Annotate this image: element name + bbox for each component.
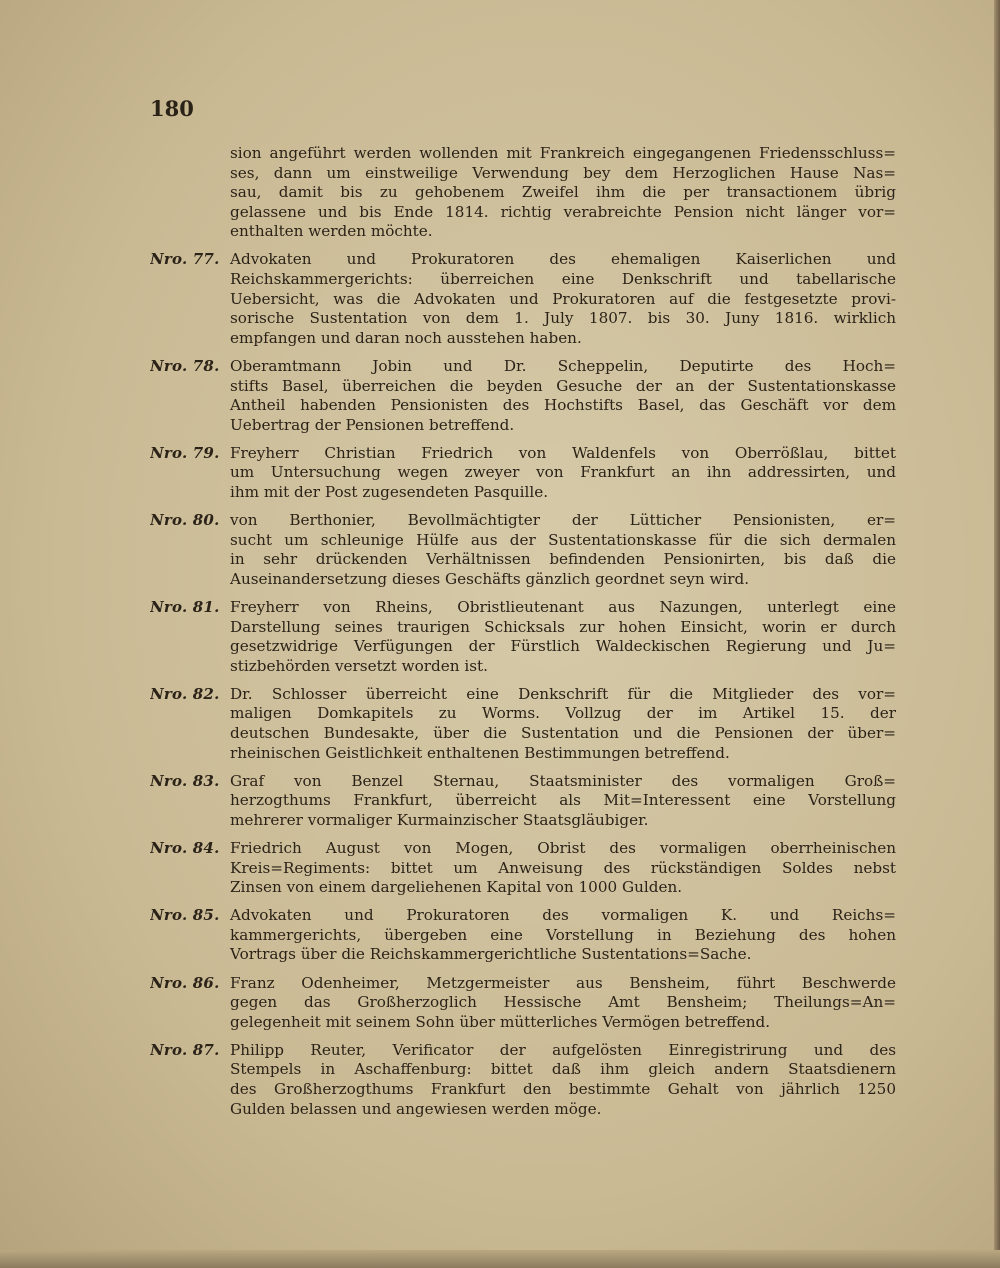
entry xyxy=(150,357,896,435)
entry-text: Gulden belassen und angewiesen werden möge. xyxy=(230,1099,602,1118)
entry-line xyxy=(150,444,896,464)
entry-text: Zinsen von einem dargeliehenen Kapital von 1000 Gulden. xyxy=(230,878,683,897)
entry-text: Uebersicht, was die Advokaten und Prokuratoren auf die festgesetzte provi- xyxy=(230,289,896,308)
entry-line xyxy=(150,222,896,242)
entry-line xyxy=(150,724,896,744)
entry xyxy=(150,250,896,348)
entry-text: gesetzwidrige Verfügungen der Fürstlich Waldeckischen Regierung und Ju= xyxy=(230,637,896,656)
entry-line xyxy=(150,811,896,831)
entry-line xyxy=(150,598,896,618)
entry-text: ses, dann um einstweilige Verwendung bey dem Herzoglichen Hause Nas= xyxy=(230,163,896,182)
entry-number: Nro. 87. xyxy=(150,1040,220,1059)
entry-text: Oberamtmann Jobin und Dr. Scheppelin, Deputirte des Hoch= xyxy=(230,356,896,375)
entry-line xyxy=(150,859,896,879)
entry-line xyxy=(150,993,896,1013)
entry-text: Freyherr von Rheins, Obristlieutenant aus Nazungen, unterlegt eine xyxy=(230,597,896,616)
entry xyxy=(150,444,896,503)
entry-text: Vortrags über die Reichskammergerichtliche Sustentations=Sache. xyxy=(230,945,752,964)
entry-text: Dr. Schlosser überreicht eine Denkschrift für die Mitglieder des vor= xyxy=(230,684,896,703)
entry-line xyxy=(150,1060,896,1080)
entry-number: Nro. 77. xyxy=(150,250,220,269)
entry-text: rheinischen Geistlichkeit enthaltenen Bestimmungen betreffend. xyxy=(230,743,730,762)
entry-line xyxy=(150,945,896,965)
entry-line xyxy=(150,511,896,531)
entry-line xyxy=(150,416,896,436)
entry-number: Nro. 78. xyxy=(150,356,220,375)
entry-line xyxy=(150,357,896,377)
entry-line xyxy=(150,839,896,859)
entry-line xyxy=(150,483,896,503)
entry-text: Freyherr Christian Friedrich von Waldenfels von Oberrößlau, bittet xyxy=(230,443,896,462)
entry-line xyxy=(150,878,896,898)
entry-text: Antheil habenden Pensionisten des Hochstifts Basel, das Geschäft vor dem xyxy=(230,396,896,415)
entry-line xyxy=(150,309,896,329)
entry-number: Nro. 79. xyxy=(150,443,220,462)
entry-text: sau, damit bis zu gehobenem Zweifel ihm die per transactionem übrig xyxy=(230,183,896,202)
entry-line xyxy=(150,974,896,994)
entry-text: sucht um schleunige Hülfe aus der Sustentationskasse für die sich dermalen xyxy=(230,530,896,549)
entry-number: Nro. 83. xyxy=(150,771,220,790)
entry-number: Nro. 80. xyxy=(150,511,220,530)
entry-line xyxy=(150,1041,896,1061)
entry-text: um Untersuchung wegen zweyer von Frankfurt an ihn addressirten, und xyxy=(230,463,896,482)
entry-line xyxy=(150,657,896,677)
entry-text: sorische Sustentation von dem 1. July 1807. bis 30. Juny 1816. wirklich xyxy=(230,309,896,328)
entry-text: in sehr drückenden Verhältnissen befindenden Pensionirten, bis daß die xyxy=(230,550,896,569)
entry-text: enthalten werden möchte. xyxy=(230,222,433,241)
entry xyxy=(150,974,896,1033)
entry-text: maligen Domkapitels zu Worms. Vollzug der im Artikel 15. der xyxy=(230,704,896,723)
entry xyxy=(150,685,896,763)
entry-text: mehrerer vormaliger Kurmainzischer Staatsgläubiger. xyxy=(230,810,649,829)
entry-text: kammergerichts, übergeben eine Vorstellung in Beziehung des hohen xyxy=(230,925,896,944)
entry-line xyxy=(150,704,896,724)
entry-line xyxy=(150,1013,896,1033)
entry-line xyxy=(150,144,896,164)
entry-text: Advokaten und Prokuratoren des ehemaligen Kaiserlichen und xyxy=(230,250,896,269)
entry-text: Kreis=Regiments: bittet um Anweisung des rückständigen Soldes nebst xyxy=(230,858,896,877)
entry-line xyxy=(150,290,896,310)
entry xyxy=(150,772,896,831)
entry xyxy=(150,598,896,676)
entry-text: Friedrich August von Mogen, Obrist des vormaligen oberrheinischen xyxy=(230,839,896,857)
entry-number: Nro. 82. xyxy=(150,684,220,703)
entry-text: von Berthonier, Bevollmächtigter der Lütticher Pensionisten, er= xyxy=(230,511,896,530)
entry-text: Philipp Reuter, Verificator der aufgelösten Einregistrirung und des xyxy=(230,1040,896,1059)
entry-text: sion angeführt werden wollenden mit Frankreich eingegangenen Friedensschluss= xyxy=(230,144,896,162)
page-edge-right xyxy=(994,0,1000,1268)
entry-line xyxy=(150,329,896,349)
entry-line xyxy=(150,1080,896,1100)
entry-line xyxy=(150,250,896,270)
entry-text: deutschen Bundesakte, über die Sustentation und die Pensionen der über= xyxy=(230,724,896,743)
entry-line xyxy=(150,791,896,811)
entry-text: Darstellung seines traurigen Schicksals zur hohen Einsicht, worin er durch xyxy=(230,617,896,636)
entry-number: Nro. 84. xyxy=(150,839,220,857)
entry-text: stizbehörden versetzt worden ist. xyxy=(230,656,488,675)
entry xyxy=(150,511,896,589)
entry-text: gelassene und bis Ende 1814. richtig verabreichte Pension nicht länger vor= xyxy=(230,202,896,221)
entry-text: gegen das Großherzoglich Hessische Amt Bensheim; Theilungs=An= xyxy=(230,993,896,1012)
entry-line xyxy=(150,396,896,416)
entry-text: Franz Odenheimer, Metzgermeister aus Bensheim, führt Beschwerde xyxy=(230,973,896,992)
entry-line xyxy=(150,685,896,705)
entry-line xyxy=(150,550,896,570)
entry-text: Advokaten und Prokuratoren des vormaligen K. und Reichs= xyxy=(230,906,896,925)
page-number: 180 xyxy=(150,96,194,121)
entry-line xyxy=(150,164,896,184)
entry-line xyxy=(150,203,896,223)
entry-number: Nro. 85. xyxy=(150,906,220,925)
entry-text: Graf von Benzel Sternau, Staatsminister des vormaligen Groß= xyxy=(230,771,896,790)
entry-line xyxy=(150,463,896,483)
entry-text: stifts Basel, überreichen die beyden Gesuche der an der Sustentationskasse xyxy=(230,376,896,395)
entry-line xyxy=(150,772,896,792)
entry-number: Nro. 81. xyxy=(150,597,220,616)
entry-line xyxy=(150,637,896,657)
entry-text: Auseinandersetzung dieses Geschäfts gänzlich geordnet seyn wird. xyxy=(230,569,750,588)
entry-text: Uebertrag der Pensionen betreffend. xyxy=(230,415,515,434)
entry-line xyxy=(150,1100,896,1120)
entry-continuation xyxy=(150,144,896,242)
entry-text: Stempels in Aschaffenburg: bittet daß ihm gleich andern Staatsdienern xyxy=(230,1060,896,1079)
entry-line xyxy=(150,618,896,638)
entry-text: des Großherzogthums Frankfurt den bestimmte Gehalt von jährlich 1250 xyxy=(230,1080,896,1099)
entry-text: gelegenheit mit seinem Sohn über mütterliches Vermögen betreffend. xyxy=(230,1012,771,1031)
page-edge-bottom xyxy=(0,1250,1000,1268)
entry-line xyxy=(150,570,896,590)
entry-line xyxy=(150,531,896,551)
entry-text: herzogthums Frankfurt, überreicht als Mit=Interessent eine Vorstellung xyxy=(230,791,896,810)
entry-line xyxy=(150,270,896,290)
entry xyxy=(150,1041,896,1119)
entry-line xyxy=(150,744,896,764)
entry-number: Nro. 86. xyxy=(150,973,220,992)
entry-text: ihm mit der Post zugesendeten Pasquille. xyxy=(230,483,549,501)
entry xyxy=(150,839,896,898)
entry-line xyxy=(150,377,896,397)
document-body xyxy=(150,144,896,1119)
entry-text: Reichskammergerichts: überreichen eine Denkschrift und tabellarische xyxy=(230,270,896,289)
entry-line xyxy=(150,906,896,926)
entry-line xyxy=(150,183,896,203)
entry xyxy=(150,906,896,965)
entry-text: empfangen und daran noch ausstehen haben. xyxy=(230,328,582,347)
entry-line xyxy=(150,926,896,946)
